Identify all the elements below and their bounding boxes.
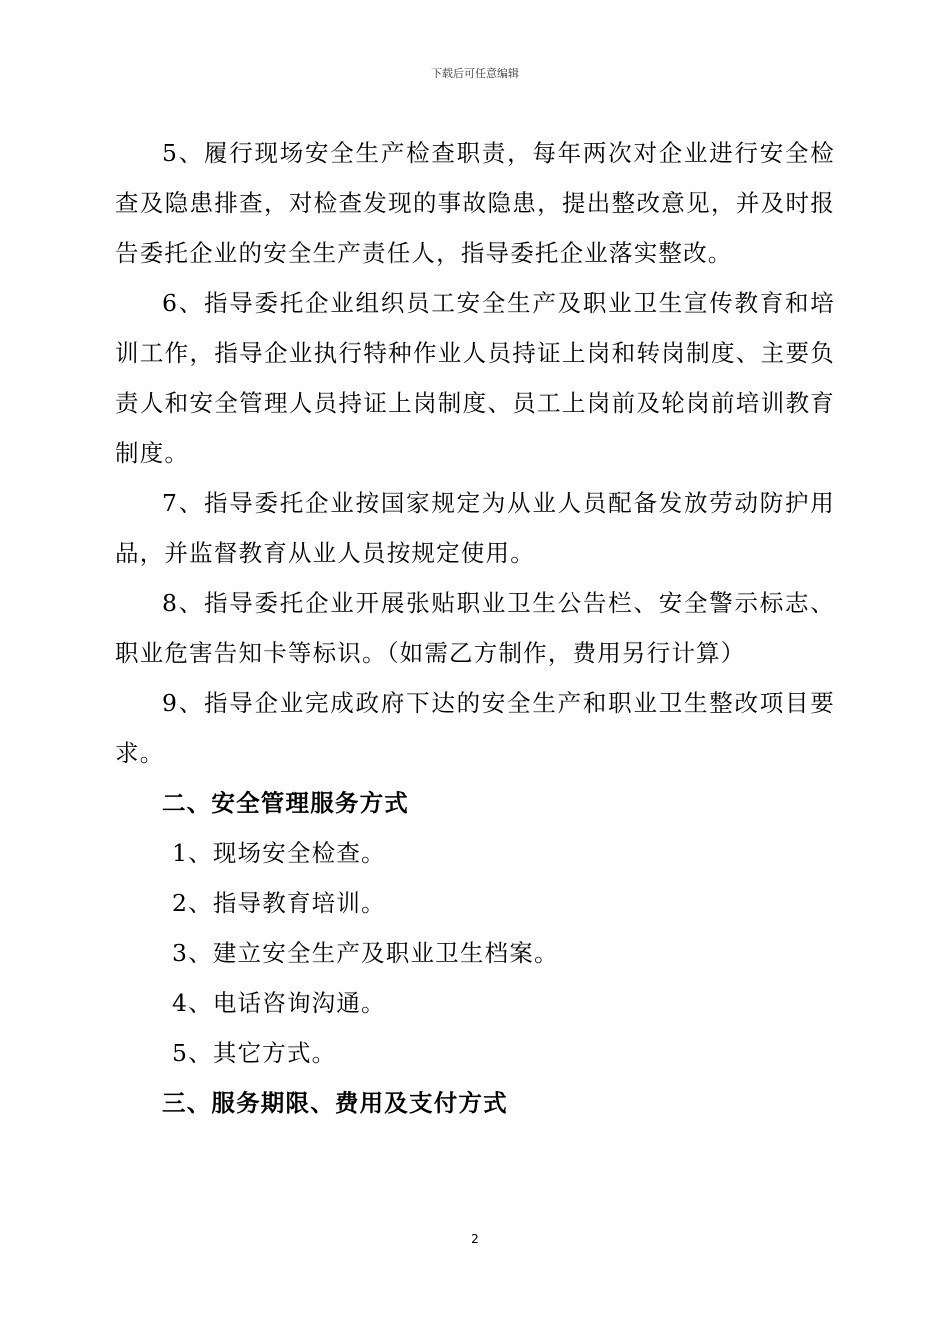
list-item: 1、现场安全检查。 bbox=[172, 839, 386, 867]
section-heading-term-fees: 三、服务期限、费用及支付方式 bbox=[162, 1089, 508, 1117]
list-item: 4、电话咨询沟通。 bbox=[172, 989, 386, 1017]
paragraph-item-5: 5、履行现场安全生产检查职责，每年两次对企业进行安全检查及隐患排查，对检查发现的事故隐患，提出整改意见，并及时报告委托企业的安全生产责任人，指导委托企业落实整改。 bbox=[115, 139, 835, 267]
section-heading-service-methods: 二、安全管理服务方式 bbox=[162, 789, 409, 817]
paragraph-item-9: 9、指导企业完成政府下达的安全生产和职业卫生整改项目要求。 bbox=[115, 689, 835, 767]
paragraph-item-7: 7、指导委托企业按国家规定为从业人员配备发放劳动防护用品，并监督教育从业人员按规定使用。 bbox=[115, 489, 835, 567]
list-item: 2、指导教育培训。 bbox=[172, 889, 386, 917]
paragraph-item-6: 6、指导委托企业组织员工安全生产及职业卫生宣传教育和培训工作，指导企业执行特种作业人员持证上岗和转岗制度、主要负责人和安全管理人员持证上岗制度、员工上岗前及轮岗前培训教育制度。 bbox=[115, 289, 835, 467]
document-body bbox=[115, 128, 835, 1128]
page-number: 2 bbox=[471, 1232, 479, 1246]
list-item: 5、其它方式。 bbox=[172, 1039, 337, 1067]
list-item: 3、建立安全生产及职业卫生档案。 bbox=[172, 939, 559, 967]
page-header: 下载后可任意编辑 bbox=[431, 67, 519, 80]
paragraph-item-8: 8、指导委托企业开展张贴职业卫生公告栏、安全警示标志、职业危害告知卡等标识。（如需乙方制作，费用另行计算） bbox=[115, 589, 835, 667]
